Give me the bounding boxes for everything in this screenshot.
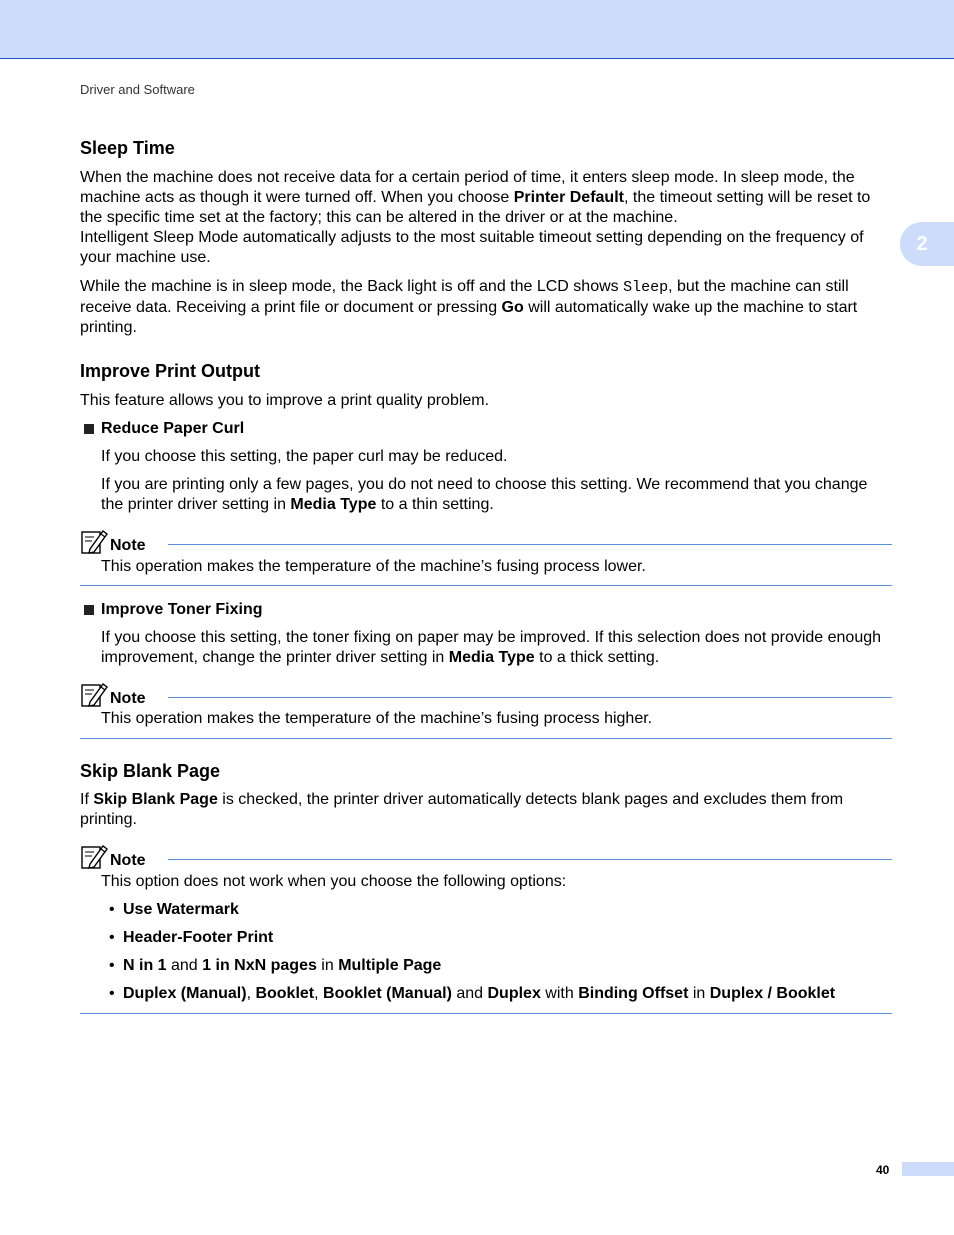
section-title-skip-blank-page: Skip Blank Page	[80, 761, 221, 781]
running-head: Driver and Software	[80, 82, 195, 97]
bullet-dot-icon: •	[109, 929, 115, 946]
page-number-bar	[902, 1162, 954, 1176]
square-bullet-icon	[84, 605, 94, 615]
note-header: Note	[80, 528, 892, 556]
note-pencil-icon	[80, 843, 108, 871]
list-item: • N in 1 and 1 in NxN pages in Multiple Page	[109, 957, 442, 974]
sleep-time-paragraph-2: While the machine is in sleep mode, the Back light is off and the LCD shows Sleep, but the machine can still receive data. Receiving a print file or document or pressing Go will automatically wake up the machine to start printing.	[80, 278, 858, 336]
page-number: 40	[876, 1163, 890, 1177]
section-title-improve-print-output: Improve Print Output	[80, 361, 260, 381]
header-band	[0, 0, 954, 59]
note-divider	[80, 1013, 892, 1014]
list-item: • Use Watermark	[109, 901, 239, 918]
bullet-dot-icon: •	[109, 985, 115, 1002]
list-item: • Duplex (Manual), Booklet, Booklet (Manual) and Duplex with Binding Offset in Duplex / Booklet	[109, 985, 836, 1002]
improve-print-intro: This feature allows you to improve a print quality problem.	[80, 392, 490, 409]
chapter-tab: 2	[900, 222, 954, 266]
improve-toner-fixing-heading: Improve Toner Fixing	[84, 600, 263, 620]
list-item: • Header-Footer Print	[109, 929, 274, 946]
note-header: Note	[80, 843, 892, 871]
skip-blank-page-text: If Skip Blank Page is checked, the printer driver automatically detects blank pages and excludes them from printing.	[80, 791, 844, 828]
note-divider	[80, 585, 892, 586]
note-text: This operation makes the temperature of the machine’s fusing process lower.	[101, 558, 646, 575]
improve-toner-fixing-text: If you choose this setting, the toner fixing on paper may be improved. If this selection does not provide enough improvement, change the printer driver setting in Media Type to a thick setting.	[101, 629, 882, 666]
note-pencil-icon	[80, 681, 108, 709]
reduce-paper-curl-text-2: If you are printing only a few pages, you do not need to choose this setting. We recommend that you change the printer driver setting in Media Type to a thin setting.	[101, 476, 868, 513]
note-pencil-icon	[80, 528, 108, 556]
sleep-time-paragraph-1: When the machine does not receive data for a certain period of time, it enters sleep mode. In sleep mode, the machine acts as though it were turned off. When you choose Printer Default, the timeout setting will be reset to the specific time set at the factory; this can be altered in the driver or at the machine. Intelligent Sleep Mode automatically adjusts to the most suitable timeout setting depending on the frequency of your machine use.	[80, 169, 871, 266]
section-title-sleep-time: Sleep Time	[80, 138, 175, 158]
note-header: Note	[80, 681, 892, 709]
bullet-dot-icon: •	[109, 901, 115, 918]
note-text: This option does not work when you choose the following options:	[101, 873, 567, 890]
note-divider	[80, 738, 892, 739]
square-bullet-icon	[84, 424, 94, 434]
bullet-dot-icon: •	[109, 957, 115, 974]
reduce-paper-curl-heading: Reduce Paper Curl	[84, 419, 244, 439]
reduce-paper-curl-text-1: If you choose this setting, the paper curl may be reduced.	[101, 448, 508, 465]
note-text: This operation makes the temperature of the machine’s fusing process higher.	[101, 710, 653, 727]
